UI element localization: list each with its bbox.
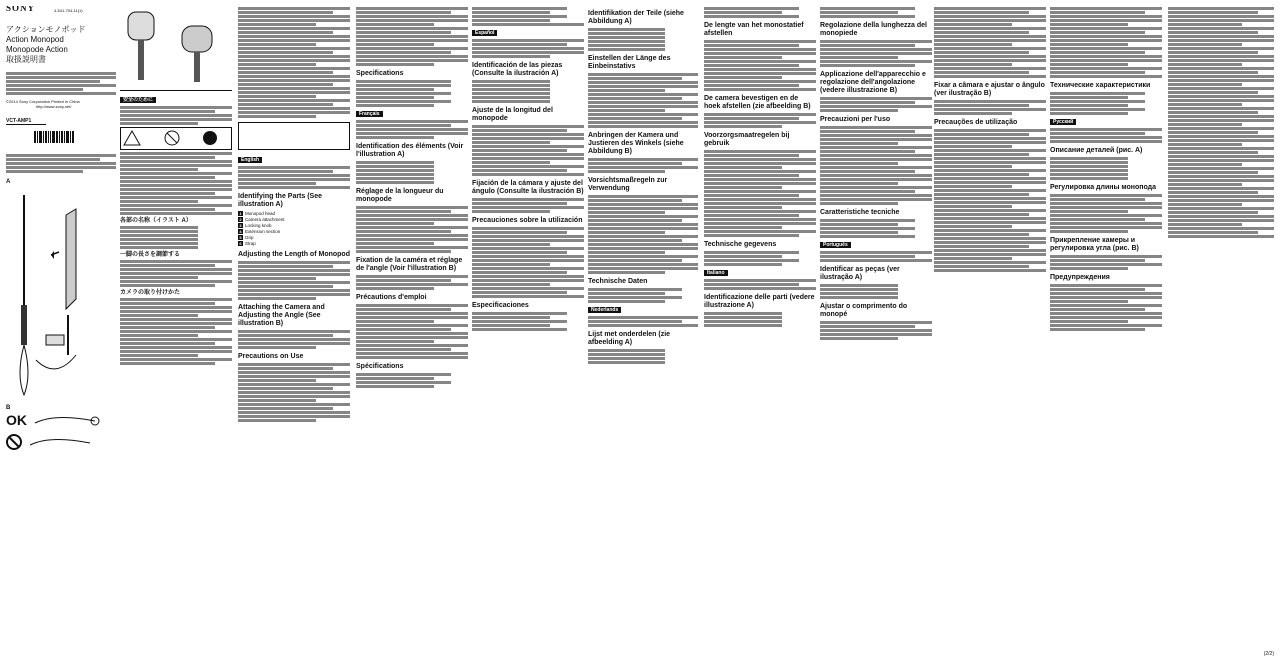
fr-precautions-heading: Précautions d'emploi <box>356 294 427 301</box>
figure-a-label: A <box>6 179 11 185</box>
barcode <box>34 131 116 143</box>
it-length-heading: Regolazione della lunghezza del monopiede <box>820 22 927 37</box>
de-identify-heading: Identifikation der Teile (siehe Abbildung A) <box>588 10 684 25</box>
en-spec-heading: Specifications <box>356 70 404 77</box>
ru-spec-heading: Технические характеристики <box>1050 82 1151 89</box>
website-link[interactable]: http://www.sony.net/ <box>36 104 72 109</box>
ru-column-2 <box>1168 6 1274 656</box>
part-number: 4-541-704-11(1) <box>54 8 83 13</box>
es-identify-heading: Identificación de las piezas (Consulte la ilustración A) <box>472 62 563 77</box>
es-precautions-heading: Precauciones sobre la utilización <box>472 217 583 224</box>
jp-camera-heading: カメラの取り付けかた <box>120 290 181 296</box>
fr-length-heading: Réglage de la longueur du monopode <box>356 188 444 203</box>
jp-usage-heading: 一脚の長さを調節する <box>120 252 181 258</box>
prohibited-icon <box>6 434 22 450</box>
lang-tag-spanish: Español <box>472 30 497 36</box>
pt-length-heading: Ajustar o comprimento do monopé <box>820 303 908 318</box>
fr-spec-heading: Spécifications <box>356 363 404 370</box>
nl-spec-heading: Technische gegevens <box>704 241 777 248</box>
lang-tag-russian: Русский <box>1050 119 1076 125</box>
fr-column <box>356 6 468 656</box>
en-parts-list: 1 Monopod head 2 Camera attachment 3 Locking knob 4 Extension section 5 Grip 6 Strap <box>239 211 285 247</box>
de-angle-heading: Anbringen der Kamera und Justieren des Winkels (siehe Abbildung B) <box>588 132 684 155</box>
fr-identify-heading: Identification des éléments (Voir l'illustration A) <box>356 143 464 158</box>
jp-column-1 <box>120 6 232 656</box>
it-spec-heading: Caratteristiche tecniche <box>820 209 900 216</box>
ru-identify-heading: Описание деталей (рис. A) <box>1050 147 1143 154</box>
nl-length-heading: De lengte van het monostatief afstellen <box>704 22 804 37</box>
en-angle-heading: Attaching the Camera and Adjusting the Angle (See illustration B) <box>238 304 325 327</box>
en-identify-heading: Identifying the Parts (See illustration A) <box>238 193 323 208</box>
es-spec-heading: Especificaciones <box>472 302 529 309</box>
de-spec-heading: Technische Daten <box>588 278 648 285</box>
jp-safety-heading: 安全のために <box>120 97 156 103</box>
ng-grip-illustration <box>28 433 98 451</box>
jp-parts-heading: 各部の名称（イラスト A） <box>120 218 192 224</box>
de-precautions-heading: Vorsichtsmaßregeln zur Verwendung <box>588 177 668 192</box>
pt-precautions-heading: Precauções de utilização <box>934 119 1018 126</box>
lang-tag-italian: Italiano <box>704 270 728 276</box>
es-angle-heading: Fijación de la cámara y ajuste del ángulo (Consulte la ilustración B) <box>472 180 584 195</box>
page-number: (2/2) <box>1263 651 1274 657</box>
ok-label: OK <box>6 411 27 428</box>
nl-column <box>704 6 816 656</box>
pt-angle-heading: Fixar a câmara e ajustar o ângulo (ver ilustração B) <box>934 82 1045 97</box>
de-column <box>588 6 698 656</box>
nl-angle-heading: De camera bevestigen en de hoek afstellen (zie afbeelding B) <box>704 95 811 110</box>
brand-logo: SONY <box>6 6 36 13</box>
lang-tag-dutch: Nederlands <box>588 307 621 313</box>
ru-length-heading: Регулировка длины монопода <box>1050 184 1157 191</box>
en-column <box>238 6 350 656</box>
it-precautions-heading: Precauzioni per l'uso <box>820 116 891 123</box>
pt-column <box>934 6 1046 656</box>
copyright: ©2014 Sony Corporation Printed in China <box>6 99 80 104</box>
title-line-jp-manual: 取扱説明書 <box>6 55 46 64</box>
fr-angle-heading: Fixation de la caméra et réglage de l'angle (Voir l'illustration B) <box>356 257 463 272</box>
monopod-illustration <box>6 185 116 405</box>
ru-column <box>1050 6 1162 656</box>
nl-precautions-heading: Voorzorgsmaatregelen bij gebruik <box>704 132 790 147</box>
es-length-heading: Ajuste de la longitud del monopode <box>472 107 553 122</box>
lang-tag-portuguese: Português <box>820 242 851 248</box>
warning-symbols <box>122 129 222 147</box>
it-angle-heading: Applicazione dell'apparecchio e regolazione dell'angolazione (vedere illustrazione B) <box>820 71 926 94</box>
en-adjust-heading: Adjusting the Length of Monopod <box>238 251 350 258</box>
it-column <box>820 6 932 656</box>
ru-precautions-heading: Предупреждения <box>1050 274 1110 281</box>
figure-b-label: B <box>6 405 11 411</box>
it-identify-heading: Identificazione delle parti (vedere illustrazione A) <box>704 294 815 309</box>
de-length-heading: Einstellen der Länge des Einbeinstativs <box>588 55 671 70</box>
title-line-en: Action Monopod <box>6 35 64 44</box>
en-precautions-heading: Precautions on Use <box>238 353 304 360</box>
lang-tag-french: Français <box>356 111 383 117</box>
title-line-fr: Monopode Action <box>6 45 68 54</box>
title-line-jp: アクションモノポッド <box>6 25 86 34</box>
model-number: VCT-AMP1 <box>6 119 46 125</box>
cover-column <box>6 6 116 656</box>
ok-grip-illustration <box>33 411 103 429</box>
ru-angle-heading: Прикрепление камеры и регулировка угла (рис. B) <box>1050 237 1139 252</box>
es-column <box>472 6 584 656</box>
camera-on-monopod-illustration <box>120 6 230 86</box>
lang-tag-english: English <box>238 157 262 163</box>
nl-identify-heading: Lijst met onderdelen (zie afbeelding A) <box>588 331 671 346</box>
pt-identify-heading: Identificar as peças (ver ilustração A) <box>820 266 900 281</box>
